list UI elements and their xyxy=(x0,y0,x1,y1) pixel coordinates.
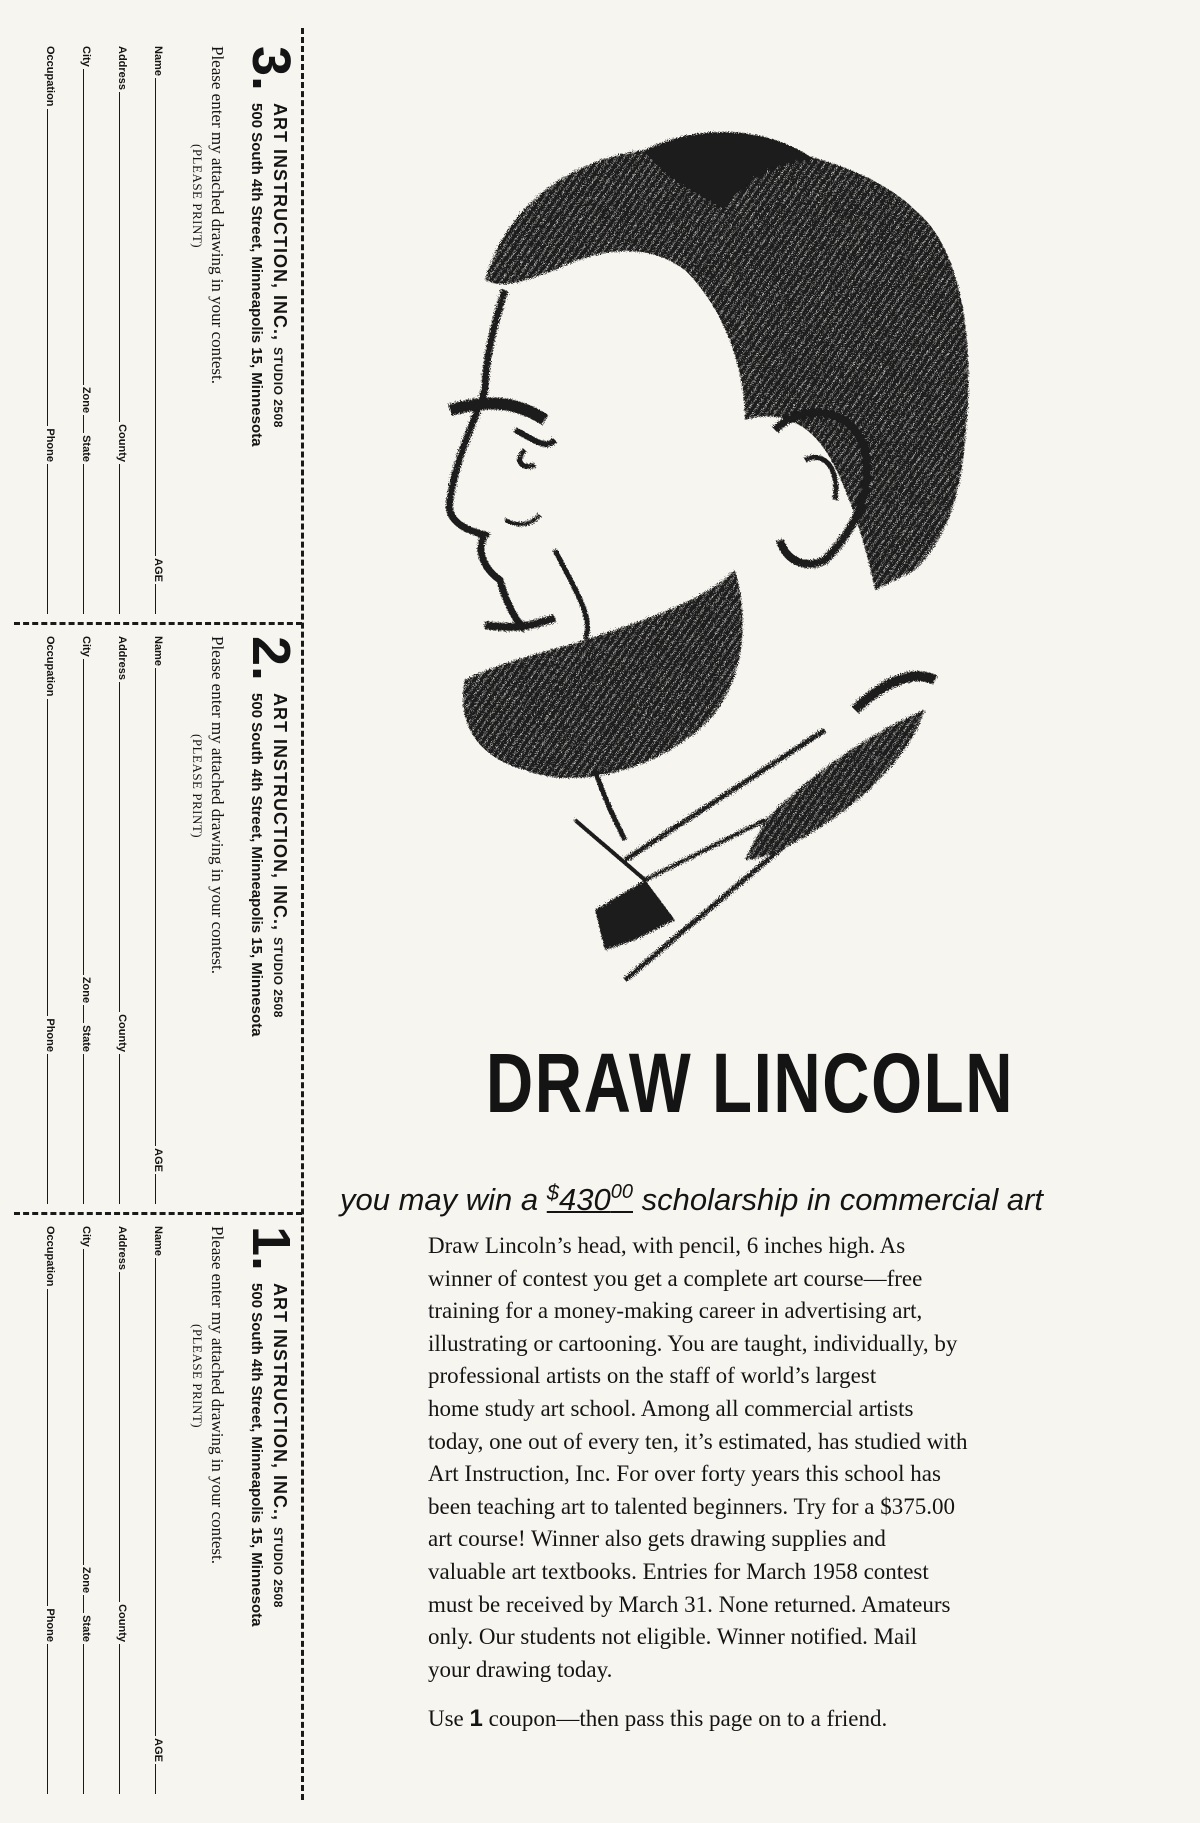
studio-number: STUDIO 2508 xyxy=(271,937,285,1018)
company-address: 500 South 4th Street, Minneapolis 15, Minnesota xyxy=(248,693,265,1037)
entry-coupon-2 xyxy=(16,636,300,1206)
address-field[interactable]: Address County xyxy=(116,1226,150,1796)
entry-coupon-1 xyxy=(16,1226,300,1796)
tagline: you may win a $^{\$}430^{00}$ scholarship in commercial art xyxy=(340,1180,1044,1217)
city-field[interactable]: City Zone State xyxy=(80,636,114,1206)
city-field[interactable]: City Zone State xyxy=(80,1226,114,1796)
body-line: only. Our students not eligible. Winner notified. Mail xyxy=(428,1624,918,1650)
coupon-cut-line xyxy=(14,1212,302,1215)
closing-line: Use 1 coupon—then pass this page on to a friend. xyxy=(428,1705,888,1732)
entry-request: Please enter my attached drawing in your contest. xyxy=(208,1226,227,1564)
entry-coupon-3 xyxy=(16,46,300,616)
coupon-count: 1 xyxy=(469,1705,483,1732)
body-line: your drawing today. xyxy=(428,1656,613,1682)
scholarship-amount: $^{\$}430^{00}$ xyxy=(546,1180,633,1217)
name-field[interactable]: Name AGE xyxy=(152,636,186,1206)
lincoln-portrait-sketch xyxy=(445,120,1125,1020)
body-line: valuable art textbooks. Entries for March 1958 contest xyxy=(428,1558,929,1584)
studio-number: STUDIO 2508 xyxy=(271,1527,285,1608)
body-line: Art Instruction, Inc. For over forty years this school has xyxy=(428,1461,941,1487)
coupon-cut-line xyxy=(14,622,302,625)
address-field[interactable]: Address County xyxy=(116,636,150,1206)
body-line: must be received by March 31. None returned. Amateurs xyxy=(428,1591,951,1617)
occupation-field[interactable]: Occupation Phone xyxy=(44,1226,78,1796)
print-note: (PLEASE PRINT) xyxy=(190,1324,205,1429)
occupation-field[interactable]: Occupation Phone xyxy=(44,46,78,616)
body-line: winner of contest you get a complete art course—free xyxy=(428,1265,923,1291)
coupon-number: 1. xyxy=(241,1226,301,1272)
company-name: ART INSTRUCTION, INC., xyxy=(270,1283,290,1522)
name-field[interactable]: Name AGE xyxy=(152,46,186,616)
occupation-field[interactable]: Occupation Phone xyxy=(44,636,78,1206)
print-note: (PLEASE PRINT) xyxy=(190,144,205,249)
body-line: today, one out of every ten, it’s estimated, has studied with xyxy=(428,1428,968,1454)
company-address: 500 South 4th Street, Minneapolis 15, Minnesota xyxy=(248,103,265,447)
coupon-number: 2. xyxy=(241,636,301,682)
body-line: been teaching art to talented beginners. Try for a $375.00 xyxy=(428,1493,955,1519)
coupon-number: 3. xyxy=(241,46,301,92)
body-line: professional artists on the staff of world’s largest xyxy=(428,1363,877,1389)
print-note: (PLEASE PRINT) xyxy=(190,734,205,839)
body-line: art course! Winner also gets drawing supplies and xyxy=(428,1526,886,1552)
company-address: 500 South 4th Street, Minneapolis 15, Minnesota xyxy=(248,1283,265,1627)
company-name: ART INSTRUCTION, INC., xyxy=(270,103,290,342)
name-field[interactable]: Name AGE xyxy=(152,1226,186,1796)
entry-request: Please enter my attached drawing in your contest. xyxy=(208,46,227,384)
body-line: illustrating or cartooning. You are taught, individually, by xyxy=(428,1330,958,1356)
body-line: training for a money-making career in advertising art, xyxy=(428,1298,923,1324)
body-copy xyxy=(428,1230,1148,1686)
studio-number: STUDIO 2508 xyxy=(271,347,285,428)
address-field[interactable]: Address County xyxy=(116,46,150,616)
headline: DRAW LINCOLN xyxy=(485,1036,1015,1130)
body-line: Draw Lincoln’s head, with pencil, 6 inches high. As xyxy=(428,1233,906,1258)
company-name: ART INSTRUCTION, INC., xyxy=(270,693,290,932)
body-line: home study art school. Among all commercial artists xyxy=(428,1395,914,1421)
city-field[interactable]: City Zone State xyxy=(80,46,114,616)
entry-request: Please enter my attached drawing in your contest. xyxy=(208,636,227,974)
coupon-strip-cut-edge xyxy=(301,28,304,1800)
